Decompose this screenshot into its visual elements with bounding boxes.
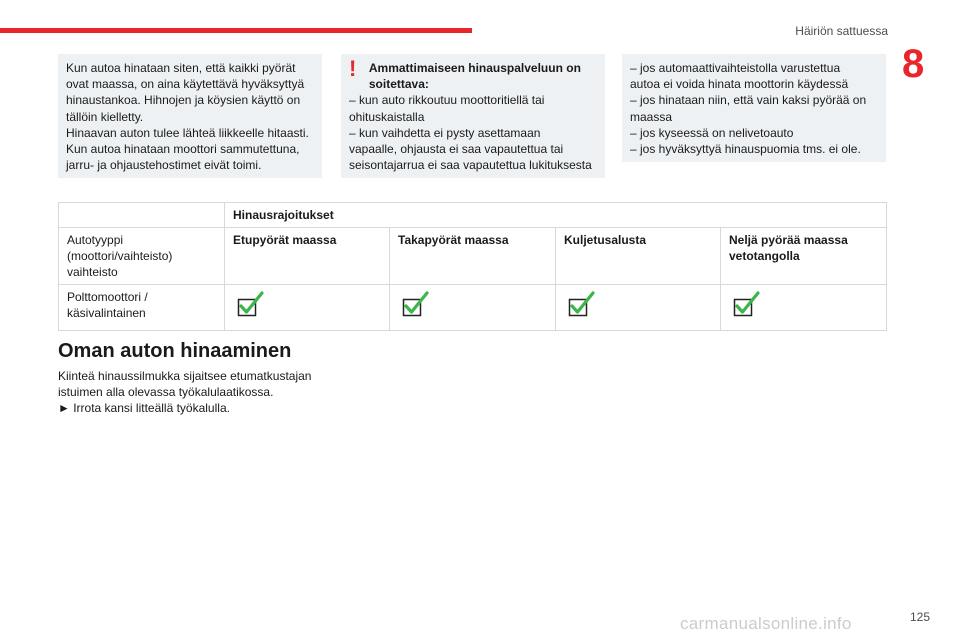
row-header-sub: (moottori/vaihteisto) xyxy=(67,249,173,263)
check-icon xyxy=(733,291,761,321)
table-cell xyxy=(721,285,887,331)
text-line: Hinaavan auton tulee lähteä liikkeelle hitaasti. xyxy=(66,125,309,140)
text-line: – kun auto rikkoutuu moottoritiellä tai xyxy=(349,93,545,108)
text-line: ► Irrota kansi litteällä työkalulla. xyxy=(58,401,230,416)
text-line: Kun autoa hinataan moottori sammutettuna, xyxy=(66,142,300,157)
exclamation-icon: ! xyxy=(349,56,357,81)
warning-box-professional-towing xyxy=(341,54,605,178)
table-header-row xyxy=(59,228,887,285)
text-line: autoa ei voida hinata moottorin käydessä xyxy=(630,77,849,92)
table-group-header: Hinausrajoitukset xyxy=(225,203,887,228)
info-box-conditions xyxy=(622,54,886,162)
text-line: hinaustankoa. Hihnojen ja köysien käyttö on xyxy=(66,93,301,108)
row-label-cell xyxy=(59,285,225,331)
column-header: Takapyörät maassa xyxy=(390,228,556,285)
text-line: ohituskaistalla xyxy=(349,109,425,124)
text-line: – jos hyväksyttyä hinauspuomia tms. ei ole. xyxy=(630,142,861,157)
text-line: ovat maassa, on aina käytettävä hyväksyttyä xyxy=(66,77,305,92)
column-header: Etupyörät maassa xyxy=(225,228,390,285)
text-line: – jos kyseessä on nelivetoauto xyxy=(630,125,794,140)
row-label: Polttomoottori / xyxy=(67,290,148,304)
text-line: – kun vaihdetta ei pysty asettamaan xyxy=(349,125,541,140)
table-group-header-row xyxy=(59,203,887,228)
top-accent-bar xyxy=(0,28,472,33)
section-heading: Oman auton hinaaminen xyxy=(58,340,292,362)
watermark: carmanualsonline.info xyxy=(680,614,852,633)
section-title: Häiriön sattuessa xyxy=(795,24,888,38)
text-line: – jos automaattivaihteistolla varustettua xyxy=(630,61,841,75)
text-line: Kiinteä hinaussilmukka sijaitsee etumatkustajan xyxy=(58,369,312,383)
text-line: tällöin kielletty. xyxy=(66,109,144,124)
table-row xyxy=(59,285,887,331)
table-cell xyxy=(390,285,556,331)
row-header-cell xyxy=(59,228,225,285)
table-corner-cell xyxy=(59,203,225,228)
text-line: – jos hinataan niin, että vain kaksi pyörää on xyxy=(630,93,867,108)
section-body xyxy=(58,368,328,417)
column-header: Neljä pyörää maassa vetotangolla xyxy=(721,228,887,285)
page-number: 125 xyxy=(909,610,930,624)
text-line: vapaalle, ohjausta ei saa vapautettua tai xyxy=(349,142,564,157)
text-line: istuimen alla olevassa työkalulaatikossa. xyxy=(58,385,274,400)
column-header: Kuljetusalusta xyxy=(556,228,721,285)
text-line: Kun autoa hinataan siten, että kaikki pyörät xyxy=(66,61,296,75)
check-icon xyxy=(237,291,265,321)
check-icon xyxy=(402,291,430,321)
text-line: seisontajarrua ei saa vapautettua lukituksesta xyxy=(349,158,592,173)
row-header-sub: vaihteisto xyxy=(67,265,118,279)
text-line: jarru- ja ohjaustehostimet eivät toimi. xyxy=(66,158,262,173)
table-cell xyxy=(556,285,721,331)
text-line: maassa xyxy=(630,109,673,124)
info-box-towing-rules xyxy=(58,54,322,178)
row-header-title: Autotyyppi xyxy=(67,233,124,247)
row-label: käsivalintainen xyxy=(67,306,146,320)
towing-restrictions-table xyxy=(58,202,887,331)
table-cell xyxy=(225,285,390,331)
chapter-number: 8 xyxy=(902,42,925,86)
warning-title: Ammattimaiseen hinauspalveluun on soitettava: xyxy=(368,61,581,92)
check-icon xyxy=(568,291,596,321)
